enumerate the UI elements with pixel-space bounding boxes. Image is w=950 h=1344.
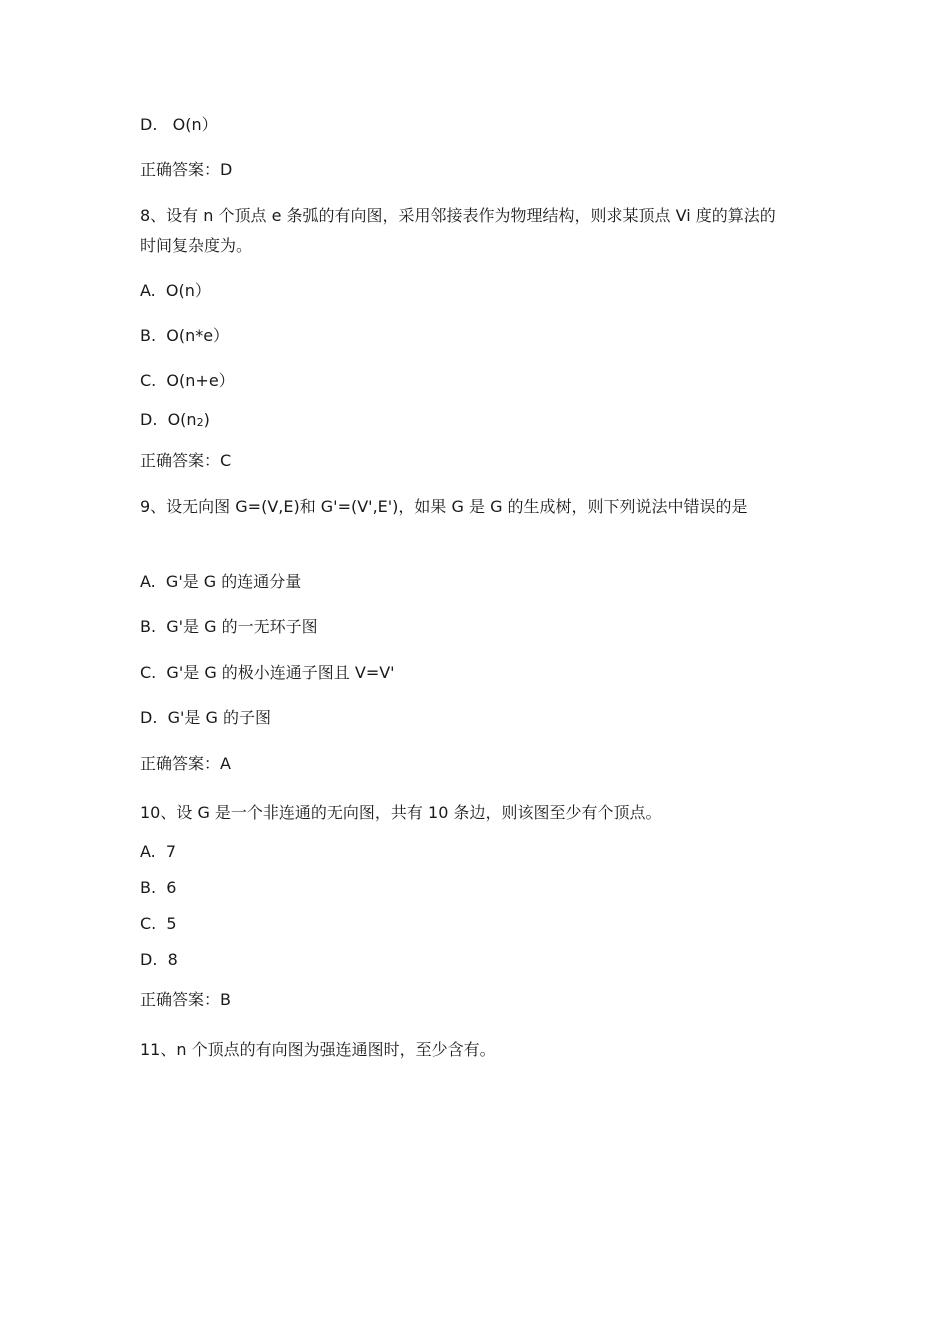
q7-answer: 正确答案：D <box>140 160 233 179</box>
q8-option-d <box>140 409 210 434</box>
q7-option-d: D. O(n） <box>140 115 218 134</box>
q9-option-d: D. G'是 G 的子图 <box>140 708 271 727</box>
q8-question: 8、设有 n 个顶点 e 条弧的有向图，采用邻接表作为物理结构，则求某顶点 Vi 度的算法的时间复杂度为。 <box>140 206 776 255</box>
q10-answer: 正确答案：B <box>140 990 231 1009</box>
q9-answer: 正确答案：A <box>140 754 231 773</box>
q9-option-b: B. G'是 G 的一无环子图 <box>140 617 318 636</box>
q9-option-a: A. G'是 G 的连通分量 <box>140 572 302 591</box>
q11-question: 11、n 个顶点的有向图为强连通图时，至少含有。 <box>140 1040 496 1059</box>
q8-option-d-subscript: 2 <box>196 416 204 429</box>
q8-answer: 正确答案：C <box>140 451 232 470</box>
q8-option-d-prefix: D. O(n <box>140 410 197 429</box>
q10-option-a: A. 7 <box>140 842 177 861</box>
q8-option-d-suffix: ) <box>203 410 210 429</box>
q8-option-b: B. O(n*e） <box>140 326 230 345</box>
q10-option-d: D. 8 <box>140 950 178 969</box>
q9-option-c: C. G'是 G 的极小连通子图且 V=V' <box>140 663 395 682</box>
q10-question: 10、设 G 是一个非连通的无向图，共有 10 条边，则该图至少有个顶点。 <box>140 803 662 822</box>
q10-option-c: C. 5 <box>140 914 177 933</box>
q8-option-a: A. O(n） <box>140 281 211 300</box>
q9-question: 9、设无向图 G=(V,E)和 G'=(V',E')，如果 G 是 G 的生成树，则下列说法中错误的是 <box>140 497 748 516</box>
q10-option-b: B. 6 <box>140 878 177 897</box>
q8-option-c: C. O(n+e） <box>140 371 235 390</box>
